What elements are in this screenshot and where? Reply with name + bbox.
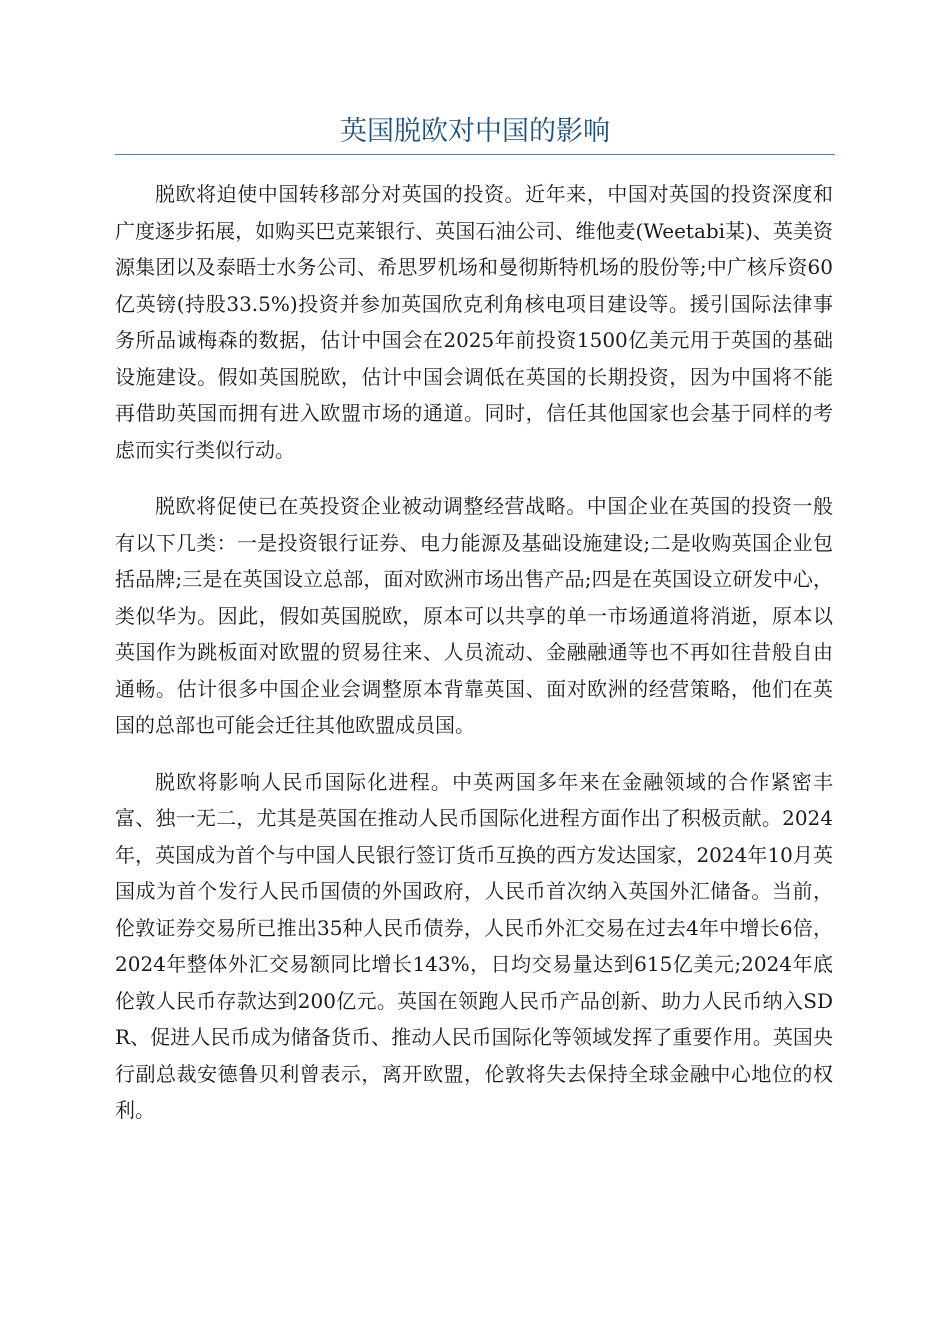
paragraph-investment-shift: 脱欧将迫使中国转移部分对英国的投资。近年来，中国对英国的投资深度和广度逐步拓展，如购买巴克莱银行、英国石油公司、维他麦(Weetabi某)、英美资源集团以及泰晤士水务公司、希思罗机场和曼彻斯特机场的股份等;中广核斥资60亿英镑(持股33.5%)投资并参加英国欣克利角核电项目建设等。援引国际法律事务所品诚梅森的数据，估计中国会在2025年前投资1500亿美元用于英国的基础设施建设。假如英国脱欧，估计中国会调低在英国的长期投资，因为中国将不能再借助英国而拥有进入欧盟市场的通道。同时，信任其他国家也会基于同样的考虑而实行类似行动。 [115, 182, 833, 462]
paragraph-rmb-internationalization: 脱欧将影响人民币国际化进程。中英两国多年来在金融领域的合作紧密丰富、独一无二，尤其是英国在推动人民币国际化进程方面作出了积极贡献。2024年，英国成为首个与中国人民银行签订货币互换的西方发达国家，2024年10月英国成为首个发行人民币国债的外国政府，人民币首次纳入英国外汇储备。当前，伦敦证券交易所已推出35种人民币债券，人民币外汇交易在过去4年中增长6倍，2024年整体外汇交易额同比增长143%，日均交易量达到615亿美元;2024年底伦敦人民币存款达到200亿元。英国在领跑人民币产品创新、助力人民币纳入SDR、促进人民币成为储备货币、推动人民币国际化等领域发挥了重要作用。英国央行副总裁安德鲁贝利曾表示，离开欧盟，伦敦将失去保持全球金融中心地位的权利。 [115, 769, 833, 1122]
paragraph-enterprise-strategy: 脱欧将促使已在英投资企业被动调整经营战略。中国企业在英国的投资一般有以下几类：一是投资银行证券、电力能源及基础设施建设;二是收购英国企业包括品牌;三是在英国设立总部，面对欧洲市场出售产品;四是在英国设立研发中心，类似华为。因此，假如英国脱欧，原本可以共享的单一市场通道将消逝，原本以英国作为跳板面对欧盟的贸易往来、人员流动、金融融通等也不再如往昔般自由通畅。估计很多中国企业会调整原本背靠英国、面对欧洲的经营策略，他们在英国的总部也可能会迁往其他欧盟成员国。 [115, 494, 833, 737]
title-underline-divider [115, 154, 835, 155]
document-body [115, 176, 833, 1149]
page-title: 英国脱欧对中国的影响 [340, 116, 610, 147]
